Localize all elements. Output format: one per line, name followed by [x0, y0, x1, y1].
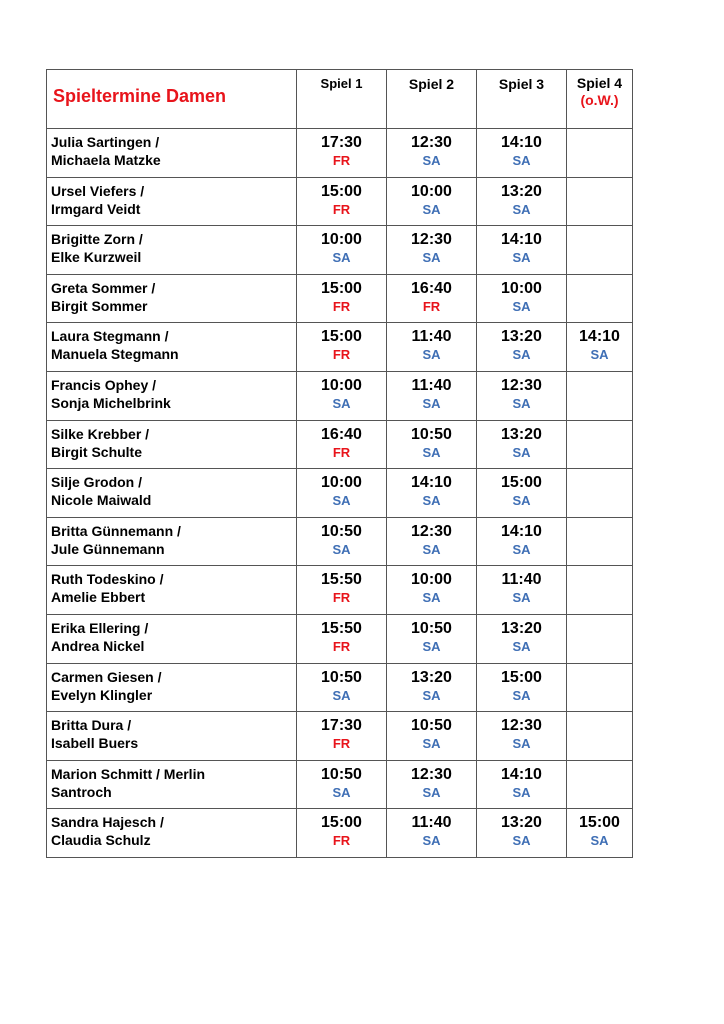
team-name-line1: Laura Stegmann /: [51, 328, 169, 345]
game-time: 17:30: [321, 717, 362, 735]
game-3-cell: [477, 517, 567, 566]
game-day: SA: [512, 736, 531, 752]
game-2-cell: [387, 129, 477, 178]
game-time: 16:40: [321, 425, 362, 443]
team-name-line2: Amelie Ebbert: [51, 589, 146, 606]
team-name-line1: Ursel Viefers /: [51, 182, 145, 199]
game-time: 10:50: [411, 717, 452, 735]
game-1-cell: [297, 712, 387, 761]
table-row: [47, 663, 633, 712]
game-3-cell: [477, 274, 567, 323]
game-time: 10:50: [411, 619, 452, 637]
game-time: 10:00: [501, 279, 542, 297]
game-day: SA: [422, 395, 441, 411]
game-day: FR: [332, 298, 351, 314]
team-name-line1: Greta Sommer /: [51, 279, 156, 296]
team-names-cell: [47, 129, 297, 178]
team-name-line2: Michaela Matzke: [51, 152, 161, 168]
game-4-cell: [567, 712, 633, 761]
table-row: [47, 129, 633, 178]
game-2-cell: [387, 177, 477, 226]
header-row: [47, 70, 633, 129]
game-time: 15:00: [501, 474, 542, 492]
game-day: SA: [512, 687, 531, 703]
game-day: FR: [332, 638, 351, 654]
game-time: 17:30: [321, 134, 362, 151]
game-time: 10:00: [411, 571, 452, 589]
team-name-line2: Evelyn Klingler: [51, 686, 153, 703]
game-3-cell: [477, 129, 567, 178]
page-title: Spieltermine Damen: [47, 70, 297, 129]
game-4-cell: [567, 177, 633, 226]
table-row: [47, 323, 633, 372]
game-time: 15:00: [579, 814, 620, 832]
game-time: 13:20: [501, 619, 542, 637]
game-2-cell: [387, 712, 477, 761]
game-4-cell: [567, 469, 633, 518]
game-time: 10:00: [321, 231, 362, 249]
game-4-cell: [567, 129, 633, 178]
team-name-line2: Sonja Michelbrink: [51, 394, 171, 411]
team-names-cell: [47, 469, 297, 518]
game-3-cell: [477, 760, 567, 809]
game-day: FR: [332, 347, 351, 363]
game-day: SA: [332, 250, 351, 266]
game-3-cell: [477, 323, 567, 372]
game-1-cell: [297, 809, 387, 858]
table-row: [47, 517, 633, 566]
team-names-cell: [47, 420, 297, 469]
game-3-cell: [477, 614, 567, 663]
game-time: 12:30: [411, 765, 452, 783]
game-day: SA: [332, 687, 351, 703]
game-day: SA: [512, 638, 531, 654]
game-day: SA: [422, 444, 441, 460]
game-2-cell: [387, 809, 477, 858]
team-names-cell: [47, 226, 297, 275]
team-names-cell: [47, 323, 297, 372]
game-day: SA: [512, 298, 531, 314]
team-names-cell: [47, 371, 297, 420]
game-2-cell: [387, 517, 477, 566]
game-time: 13:20: [411, 668, 452, 686]
game-time: 15:50: [321, 619, 362, 637]
game-day: SA: [422, 493, 441, 509]
game-3-cell: [477, 469, 567, 518]
game-time: 10:00: [411, 182, 452, 200]
game-day: SA: [422, 153, 441, 168]
game-4-cell: [567, 614, 633, 663]
game-4-cell: [567, 517, 633, 566]
table-row: [47, 760, 633, 809]
game-1-cell: [297, 420, 387, 469]
game-1-cell: [297, 226, 387, 275]
game-1-cell: [297, 517, 387, 566]
game-time: 16:40: [411, 279, 452, 297]
game-time: 15:00: [321, 814, 362, 832]
team-name-line1: Erika Ellering /: [51, 619, 149, 636]
table-row: [47, 274, 633, 323]
game-time: 14:10: [501, 231, 542, 249]
team-name-line2: Claudia Schulz: [51, 832, 151, 849]
column-header-game-4-label: Spiel 4: [576, 75, 623, 91]
game-3-cell: [477, 226, 567, 275]
table-row: [47, 712, 633, 761]
game-day: SA: [422, 541, 441, 557]
game-day: FR: [332, 444, 351, 460]
game-time: 14:10: [501, 522, 542, 540]
game-4-cell: [567, 274, 633, 323]
game-4-cell: [567, 663, 633, 712]
column-header-game-3: Spiel 3: [477, 70, 567, 129]
game-day: SA: [332, 541, 351, 557]
game-day: SA: [422, 784, 441, 800]
column-header-game-2: Spiel 2: [387, 70, 477, 129]
game-time: 15:50: [321, 571, 362, 589]
team-names-cell: [47, 517, 297, 566]
team-name-line1: Carmen Giesen /: [51, 668, 162, 685]
game-day: SA: [512, 153, 531, 168]
team-name-line1: Ruth Todeskino /: [51, 571, 164, 588]
game-3-cell: [477, 566, 567, 615]
column-header-game-4: [567, 70, 633, 129]
game-day: SA: [422, 201, 441, 217]
team-name-line1: Brigitte Zorn /: [51, 231, 143, 248]
team-names-cell: [47, 614, 297, 663]
game-day: SA: [590, 347, 609, 363]
game-time: 15:00: [501, 668, 542, 686]
game-time: 14:10: [501, 134, 542, 151]
game-1-cell: [297, 323, 387, 372]
game-4-cell: [567, 760, 633, 809]
game-time: 13:20: [501, 814, 542, 832]
schedule-table: [46, 69, 633, 858]
game-time: 10:50: [321, 522, 362, 540]
game-day: SA: [512, 347, 531, 363]
game-3-cell: [477, 420, 567, 469]
table-row: [47, 809, 633, 858]
game-1-cell: [297, 177, 387, 226]
team-names-cell: [47, 663, 297, 712]
column-header-game-1: Spiel 1: [297, 70, 387, 129]
game-1-cell: [297, 469, 387, 518]
game-day: FR: [332, 833, 351, 849]
game-time: 14:10: [579, 328, 620, 346]
game-2-cell: [387, 323, 477, 372]
game-2-cell: [387, 371, 477, 420]
game-time: 13:20: [501, 182, 542, 200]
game-day: SA: [512, 784, 531, 800]
game-time: 10:50: [321, 668, 362, 686]
game-1-cell: [297, 129, 387, 178]
game-2-cell: [387, 274, 477, 323]
game-day: SA: [422, 687, 441, 703]
game-day: SA: [512, 541, 531, 557]
team-names-cell: [47, 760, 297, 809]
game-1-cell: [297, 371, 387, 420]
game-day: FR: [332, 590, 351, 606]
game-time: 12:30: [501, 376, 542, 394]
game-2-cell: [387, 420, 477, 469]
team-name-line1: Sandra Hajesch /: [51, 814, 164, 831]
game-time: 13:20: [501, 425, 542, 443]
game-time: 15:00: [321, 328, 362, 346]
game-day: SA: [332, 784, 351, 800]
team-names-cell: [47, 712, 297, 761]
team-name-line2: Birgit Schulte: [51, 443, 143, 460]
game-time: 10:50: [321, 765, 362, 783]
game-time: 12:30: [501, 717, 542, 735]
game-day: SA: [512, 493, 531, 509]
game-time: 14:10: [501, 765, 542, 783]
game-2-cell: [387, 663, 477, 712]
game-day: SA: [512, 590, 531, 606]
game-day: FR: [332, 153, 351, 168]
game-4-cell: [567, 323, 633, 372]
game-2-cell: [387, 614, 477, 663]
game-time: 10:00: [321, 474, 362, 492]
game-4-cell: [567, 809, 633, 858]
game-4-cell: [567, 226, 633, 275]
team-name-line2: Isabell Buers: [51, 735, 139, 752]
team-name-line2: Elke Kurzweil: [51, 249, 142, 266]
game-time: 11:40: [411, 814, 452, 832]
table-row: [47, 566, 633, 615]
game-1-cell: [297, 274, 387, 323]
game-3-cell: [477, 663, 567, 712]
game-2-cell: [387, 566, 477, 615]
game-time: 11:40: [411, 328, 452, 346]
schedule-body: [47, 129, 633, 858]
game-1-cell: [297, 663, 387, 712]
game-time: 12:30: [411, 134, 452, 151]
game-day: SA: [422, 590, 441, 606]
game-4-cell: [567, 566, 633, 615]
game-3-cell: [477, 712, 567, 761]
game-1-cell: [297, 614, 387, 663]
game-day: SA: [422, 250, 441, 266]
game-time: 11:40: [501, 571, 542, 589]
game-4-cell: [567, 420, 633, 469]
team-names-cell: [47, 177, 297, 226]
team-names-cell: [47, 566, 297, 615]
table-row: [47, 420, 633, 469]
game-day: SA: [590, 833, 609, 849]
game-day: SA: [512, 250, 531, 266]
team-name-line2: Santroch: [51, 783, 112, 800]
game-day: SA: [332, 493, 351, 509]
game-time: 14:10: [411, 474, 452, 492]
team-name-line1: Silke Krebber /: [51, 425, 150, 442]
team-name-line2: Irmgard Veidt: [51, 200, 141, 217]
game-2-cell: [387, 226, 477, 275]
game-1-cell: [297, 566, 387, 615]
team-name-line1: Britta Günnemann /: [51, 522, 181, 539]
game-3-cell: [477, 371, 567, 420]
column-header-game-4-note: (o.W.): [580, 92, 619, 108]
table-row: [47, 371, 633, 420]
game-2-cell: [387, 760, 477, 809]
game-time: 10:00: [321, 376, 362, 394]
game-time: 12:30: [411, 522, 452, 540]
game-day: SA: [512, 833, 531, 849]
team-name-line1: Francis Ophey /: [51, 376, 157, 393]
game-time: 15:00: [321, 182, 362, 200]
game-3-cell: [477, 177, 567, 226]
game-time: 11:40: [411, 376, 452, 394]
team-name-line2: Andrea Nickel: [51, 637, 145, 654]
game-1-cell: [297, 760, 387, 809]
game-time: 15:00: [321, 279, 362, 297]
team-names-cell: [47, 809, 297, 858]
game-time: 12:30: [411, 231, 452, 249]
game-2-cell: [387, 469, 477, 518]
game-day: SA: [422, 833, 441, 849]
game-4-cell: [567, 371, 633, 420]
game-day: SA: [422, 638, 441, 654]
game-day: FR: [332, 736, 351, 752]
team-name-line1: Silje Grodon /: [51, 474, 143, 491]
team-name-line1: Julia Sartingen /: [51, 134, 160, 150]
game-day: SA: [512, 395, 531, 411]
team-name-line1: Britta Dura /: [51, 717, 132, 734]
game-day: SA: [512, 201, 531, 217]
game-day: SA: [422, 347, 441, 363]
game-3-cell: [477, 809, 567, 858]
game-day: SA: [332, 395, 351, 411]
table-row: [47, 614, 633, 663]
team-name-line1: Marion Schmitt / Merlin: [51, 765, 206, 782]
team-names-cell: [47, 274, 297, 323]
game-day: FR: [422, 298, 441, 314]
game-day: SA: [512, 444, 531, 460]
table-row: [47, 226, 633, 275]
team-name-line2: Manuela Stegmann: [51, 346, 179, 363]
game-day: SA: [422, 736, 441, 752]
game-time: 13:20: [501, 328, 542, 346]
team-name-line2: Birgit Sommer: [51, 297, 148, 314]
table-row: [47, 177, 633, 226]
game-time: 10:50: [411, 425, 452, 443]
game-day: FR: [332, 201, 351, 217]
table-row: [47, 469, 633, 518]
team-name-line2: Nicole Maiwald: [51, 492, 152, 509]
team-name-line2: Jule Günnemann: [51, 540, 165, 557]
